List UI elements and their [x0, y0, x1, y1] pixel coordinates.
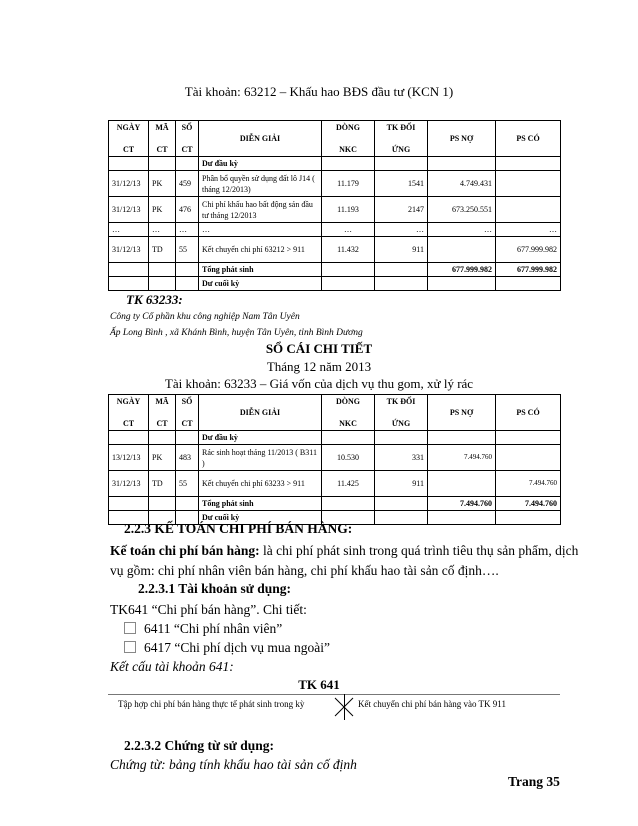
- cell-ma: TD: [149, 471, 176, 497]
- cell-co: [496, 171, 561, 197]
- table-row: [109, 197, 561, 223]
- cell-no: …: [428, 223, 496, 237]
- cell-ma: PK: [149, 171, 176, 197]
- section-2-2-3-1-heading: 2.2.3.1 Tài khoản sử dụng:: [138, 581, 292, 596]
- cell-co: [496, 445, 561, 471]
- table-row: [109, 445, 561, 471]
- header-tk-doi-ung: TK ĐỐI ỨNG: [375, 395, 428, 431]
- header-dong-nkc: DÒNG NKC: [322, 395, 375, 431]
- table1-account-title: Tài khoản: 63212 – Khấu hao BĐS đầu tư (KCN 1): [184, 84, 454, 99]
- tk641-line: TK641 “Chi phí bán hàng”. Chi tiết:: [110, 602, 307, 617]
- header-so-ct: SỐ CT: [176, 395, 199, 431]
- cell-so: …: [176, 223, 199, 237]
- header-ma-ct: MÃ CT: [149, 121, 176, 157]
- ledger-month: Tháng 12 năm 2013: [266, 359, 372, 374]
- checkbox-icon: [124, 641, 136, 653]
- opening-balance-label: Dư đầu kỳ: [199, 157, 322, 171]
- cell-ngay: 31/12/13: [109, 237, 149, 263]
- cell-no: [428, 237, 496, 263]
- header-so-ct: SỐ CT: [176, 121, 199, 157]
- table-row: [109, 237, 561, 263]
- cell-dien-giai: …: [199, 223, 322, 237]
- section-2-2-3-2-heading: 2.2.3.2 Chứng từ sử dụng:: [124, 738, 274, 753]
- company-address: Ấp Long Bình , xã Khánh Bình, huyện Tân Uyên, tỉnh Bình Dương: [110, 328, 363, 338]
- cell-tk: 2147: [375, 197, 428, 223]
- ledger-title: SỔ CÁI CHI TIẾT: [265, 341, 373, 356]
- cell-ngay: 31/12/13: [109, 471, 149, 497]
- cell-no: [428, 471, 496, 497]
- bullet-item: 6417 “Chi phí dịch vụ mua ngoài”: [124, 640, 330, 656]
- cell-ngay: …: [109, 223, 149, 237]
- cell-dien-giai: Kết chuyển chi phí 63212 > 911: [199, 237, 322, 263]
- total-label: Tổng phát sinh: [199, 263, 322, 277]
- cell-co: [496, 197, 561, 223]
- total-co: 677.999.982: [496, 263, 561, 277]
- section-2-2-3-heading: 2.2.3 KẾ TOÁN CHI PHÍ BÁN HÀNG:: [124, 521, 353, 536]
- t-account-title: TK 641: [298, 677, 340, 692]
- ket-cau-label: Kết cấu tài khoản 641:: [110, 659, 234, 674]
- header-ngay-ct: NGÀY CT: [109, 395, 149, 431]
- total-label: Tổng phát sinh: [199, 497, 322, 511]
- cell-no: 7.494.760: [428, 445, 496, 471]
- cell-tk: 911: [375, 471, 428, 497]
- cell-dong: 10.530: [322, 445, 375, 471]
- header-ngay-ct: NGÀY CT: [109, 121, 149, 157]
- header-dien-giai: DIỄN GIẢI: [199, 121, 322, 157]
- section-tk63233: TK 63233:: [126, 292, 183, 307]
- cell-co: 7.494.760: [496, 471, 561, 497]
- cell-so: 55: [176, 237, 199, 263]
- opening-balance-label: Dư đầu kỳ: [199, 431, 322, 445]
- header-ps-co: PS CÓ: [496, 395, 561, 431]
- t-account-horizontal-line: [108, 694, 560, 695]
- checkbox-icon: [124, 622, 136, 634]
- cell-dong: 11.193: [322, 197, 375, 223]
- table-row: [109, 223, 561, 237]
- page-number: Trang 35: [508, 774, 560, 789]
- cell-so: 476: [176, 197, 199, 223]
- cell-dien-giai: Phân bổ quyền sử dụng đất lô J14 ( tháng 12/2013): [199, 171, 322, 197]
- total-no: 7.494.760: [428, 497, 496, 511]
- company-name: Công ty Cổ phần khu công nghiệp Nam Tân Uyên: [110, 312, 300, 322]
- cell-so: 55: [176, 471, 199, 497]
- closing-balance-label: Dư cuối kỳ: [199, 277, 322, 291]
- header-ma-ct: MÃ CT: [149, 395, 176, 431]
- cell-ngay: 13/12/13: [109, 445, 149, 471]
- cell-dien-giai: Rác sinh hoạt tháng 11/2013 ( B311 ): [199, 445, 322, 471]
- header-dien-giai: DIỄN GIẢI: [199, 395, 322, 431]
- cell-co: 677.999.982: [496, 237, 561, 263]
- cell-dong: 11.179: [322, 171, 375, 197]
- paragraph-text: là chi phí phát sinh trong quá trình tiêu thụ sản phẩm, dịch: [259, 543, 579, 558]
- total-row: [109, 263, 561, 277]
- t-account-cross-mark: [333, 696, 355, 718]
- header-ps-co: PS CÓ: [496, 121, 561, 157]
- cell-ma: PK: [149, 445, 176, 471]
- total-row: [109, 497, 561, 511]
- cell-dien-giai: Chi phí khấu hao bất động sản đầu tư tháng 12/2013: [199, 197, 322, 223]
- cell-so: 459: [176, 171, 199, 197]
- cell-tk: …: [375, 223, 428, 237]
- cell-ma: PK: [149, 197, 176, 223]
- cell-ngay: 31/12/13: [109, 197, 149, 223]
- total-no: 677.999.982: [428, 263, 496, 277]
- header-tk-doi-ung: TK ĐỐI ỨNG: [375, 121, 428, 157]
- cell-dien-giai: Kết chuyển chi phí 63233 > 911: [199, 471, 322, 497]
- cell-ngay: 31/12/13: [109, 171, 149, 197]
- paragraph-line-1: [110, 543, 578, 559]
- total-co: 7.494.760: [496, 497, 561, 511]
- bullet-item: 6411 “Chi phí nhân viên”: [124, 621, 282, 637]
- t-account-credit-side: Kết chuyển chi phí bán hàng vào TK 911: [358, 699, 506, 709]
- table-row: [109, 431, 561, 445]
- cell-tk: 1541: [375, 171, 428, 197]
- cell-ma: …: [149, 223, 176, 237]
- cell-dong: 11.425: [322, 471, 375, 497]
- cell-dong: 11.432: [322, 237, 375, 263]
- closing-row: [109, 277, 561, 291]
- ledger-table-63212: [108, 120, 561, 291]
- table-row: [109, 471, 561, 497]
- header-ps-no: PS NỢ: [428, 121, 496, 157]
- cell-no: 673.250.551: [428, 197, 496, 223]
- header-dong-nkc: DÒNG NKC: [322, 121, 375, 157]
- paragraph-bold-term: Kế toán chi phí bán hàng:: [110, 543, 260, 558]
- chung-tu-line: Chứng từ: bảng tính khấu hao tài sản cố định: [110, 757, 357, 772]
- cell-tk: 911: [375, 237, 428, 263]
- t-account-debit-side: Tập hợp chi phí bán hàng thực tế phát sinh trong kỳ: [118, 699, 305, 709]
- cell-no: 4.749.431: [428, 171, 496, 197]
- header-ps-no: PS NỢ: [428, 395, 496, 431]
- ledger-table-63233: [108, 394, 561, 525]
- paragraph-line-2: vụ gồm: chi phí nhân viên bán hàng, chi phí khấu hao tài sản cố định….: [110, 563, 499, 578]
- cell-tk: 331: [375, 445, 428, 471]
- cell-dong: …: [322, 223, 375, 237]
- cell-ma: TD: [149, 237, 176, 263]
- cell-co: …: [496, 223, 561, 237]
- closing-balance-label: Dư cuối kỳ: [199, 511, 322, 525]
- cell-so: 483: [176, 445, 199, 471]
- table-row: [109, 157, 561, 171]
- table2-account-title: Tài khoản: 63233 – Giá vốn của dịch vụ thu gom, xử lý rác: [164, 376, 474, 391]
- table-row: [109, 171, 561, 197]
